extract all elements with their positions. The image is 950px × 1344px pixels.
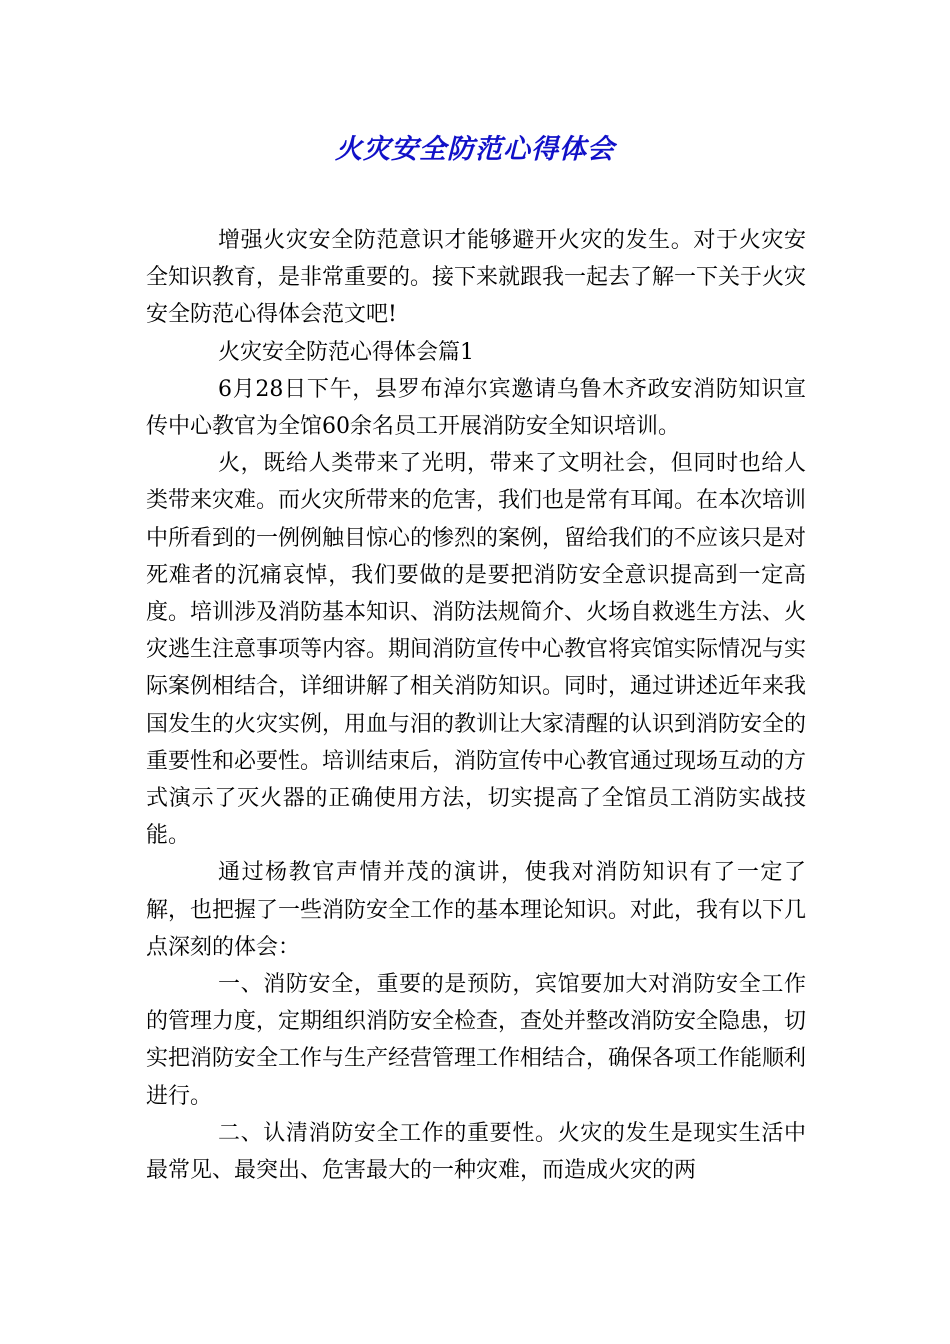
document-body bbox=[146, 222, 806, 1189]
paragraph-event: 6月28日下午，县罗布淖尔宾邀请乌鲁木齐政安消防知识宣传中心教官为全馆60余名员工开展消防安全知识培训。 bbox=[146, 376, 806, 440]
document-title: 火灾安全防范心得体会 bbox=[335, 134, 615, 165]
paragraph-reflection: 通过杨教官声情并茂的演讲，使我对消防知识有了一定了解，也把握了一些消防安全工作的基本理论知识。对此，我有以下几点深刻的体会： bbox=[146, 860, 807, 960]
paragraph-training: 火，既给人类带来了光明，带来了文明社会，但同时也给人类带来灾难。而火灾所带来的危害，我们也是常有耳闻。在本次培训中所看到的一例例触目惊心的惨烈的案例，留给我们的不应该只是对死难者的沉痛哀悼，我们要做的是要把消防安全意识提高到一定高度。培训涉及消防基本知识、消防法规简介、火场自救逃生方法、火灾逃生注意事项等内容。期间消防宣传中心教官将宾馆实际情况与实际案例相结合，详细讲解了相关消防知识。同时，通过讲述近年来我国发生的火灾实例，用血与泪的教训让大家清醒的认识到消防安全的重要性和必要性。培训结束后，消防宣传中心教官通过现场互动的方式演示了灭火器的正确使用方法，切实提高了全馆员工消防实战技能。 bbox=[146, 451, 807, 849]
paragraph-intro: 增强火灾安全防范意识才能够避开火灾的发生。对于火灾安全知识教育，是非常重要的。接下来就跟我一起去了解一下关于火灾安全防范心得体会范文吧! bbox=[146, 228, 807, 328]
paragraph-point-two: 二、认清消防安全工作的重要性。火灾的发生是现实生活中最常见、最突出、危害最大的一种灾难，而造成火灾的两 bbox=[146, 1120, 806, 1184]
paragraph-point-one: 一、消防安全，重要的是预防，宾馆要加大对消防安全工作的管理力度，定期组织消防安全检查，查处并整改消防安全隐患，切实把消防安全工作与生产经营管理工作相结合，确保各项工作能顺利进行。 bbox=[146, 972, 807, 1109]
section-heading: 火灾安全防范心得体会篇1 bbox=[218, 339, 474, 365]
